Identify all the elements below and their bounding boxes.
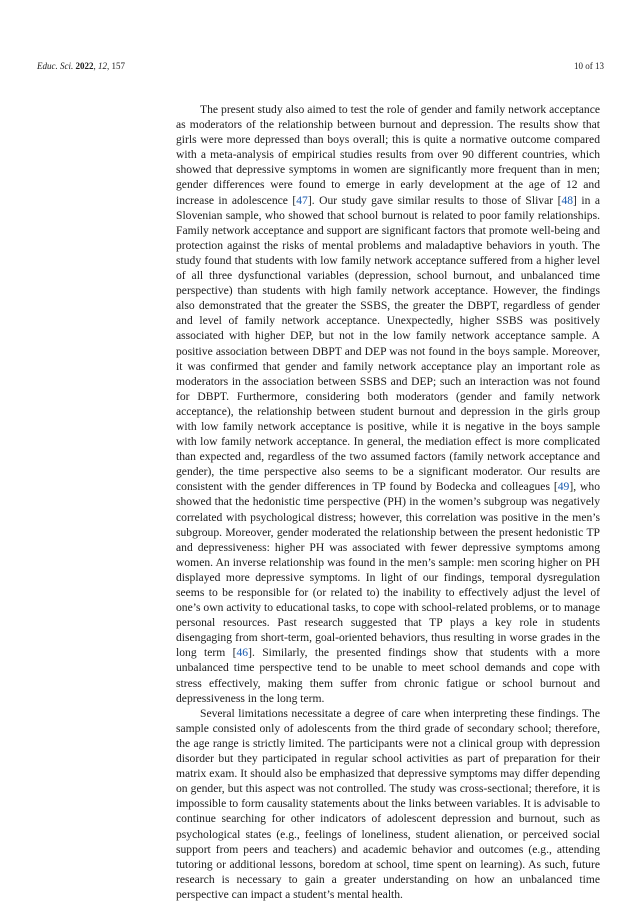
citation-link[interactable]: 47 <box>296 193 308 207</box>
paragraph-text: ]. Our study gave similar results to those of Slivar [ <box>307 193 562 207</box>
body-text <box>176 102 600 902</box>
citation-link[interactable]: 48 <box>561 193 574 207</box>
paragraph-text: ] in a Slovenian sample, who showed that school burnout is related to poor family relationships. Family network acceptance and support are significant factors that promote well-being and protection against the risks of mental problems and maladaptive behaviors in youth. The study found that students with low family network acceptance suffered from a higher level of all three dysfunctional variables (depression, school burnout, and unbalanced time perspective) than students with high family network acceptance. However, the findings also demonstrated that the greater the SSBS, the greater the DBPT, regardless of gender and level of family network acceptance. Unexpectedly, higher SSBS was positively associated with higher DEP, but not in the low family network acceptance sample. A positive association between DBPT and DEP was not found in the boys sample. Moreover, it was confirmed that gender and family network acceptance play an important role as moderators in the association between SSBS and DEP; such an interaction was not found for DBPT. Furthermore, considering both moderators (gender and family network acceptance), the relationship between student burnout and depression in the girls group with low family network acceptance is positive, while it is negative in the boys sample with low family network acceptance. In general, the mediation effect is more complicated than expected and, regardless of the two assumed factors (family network acceptance and gender), the time perspective also seems to be a significant moderator. Our results are consistent with the gender differences in TP found by Bodecka and colleagues [ <box>176 193 600 494</box>
paragraph-text: ]. Similarly, the presented findings show that students with a more unbalanced time perspective tend to be unable to meet school demands and cope with stress effectively, making them suffer from chronic fatigue or school burnout and depressiveness in the long term. <box>176 646 600 705</box>
journal-name: Educ. Sci. <box>37 61 74 71</box>
citation-link[interactable]: 49 <box>557 480 570 494</box>
citation-link[interactable]: 46 <box>236 646 249 660</box>
paragraph-text: ], who showed that the hedonistic time perspective (PH) in the women’s subgroup was negatively correlated with psychological distress; however, this correlation was positive in the men’s subgroup. Moreover, gender moderated the relationship between the present hedonistic TP and depressiveness: higher PH was associated with fewer depressive symptoms among women. An inverse relationship was found in the men’s sample: men scoring higher on PH displayed more depressive symptoms. In light of our findings, temporal dysregulation seems to be responsible for (or related to) the inability to effectively adjust the level of one’s own activity to educational tasks, to cope with school-related problems, or to manage personal resources. Past research suggested that TP plays a key role in students disengaging from short-term, goal-oriented behaviors, thus resulting in worse grades in the long term [ <box>176 480 600 660</box>
article-number: 157 <box>111 61 125 71</box>
paragraph-limitations: Several limitations necessitate a degree of care when interpreting these findings. The sample consisted only of adolescents from the third grade of secondary school; therefore, the age range is strictly limited. The participants were not a clinical group with depression disorder but they participated in regular school activities as part of preparation for their matrix exam. It should also be emphasized that depressive symptoms may differ depending on gender, but this aspect was not controlled. The study was cross-sectional; therefore, it is impossible to form causality statements about the links between variables. It is advisable to continue searching for other indicators of adolescent depression and burnout, such as psychological states (e.g., feelings of loneliness, student alienation, or perceived social support from peers and teachers) and academic behavior and outcomes (e.g., attending tutoring or additional lessons, boredom at school, time spent on learning). As such, future research is necessary to gain a greater understanding on how an unbalanced time perspective can impact a student’s mental health. <box>176 706 600 901</box>
paragraph-text: The present study also aimed to test the role of gender and family network acceptance as moderators of the relationship between burnout and depression. The results show that girls were more depressed than boys overall; this is quite a normative outcome compared with a meta-analysis of empirical studies results from over 90 different countries, which showed that depressive symptoms in women are significantly more frequent than in men; gender differences were found to emerge in early development at the age of 12 and increase in adolescence [ <box>176 103 600 207</box>
page-number: 10 of 13 <box>574 61 604 71</box>
journal-year: 2022 <box>75 61 94 71</box>
paragraph-discussion <box>176 102 600 706</box>
journal-volume: 12 <box>98 61 107 71</box>
journal-citation: Educ. Sci. 2022, 12, 157 <box>37 61 125 71</box>
running-header <box>37 59 604 73</box>
